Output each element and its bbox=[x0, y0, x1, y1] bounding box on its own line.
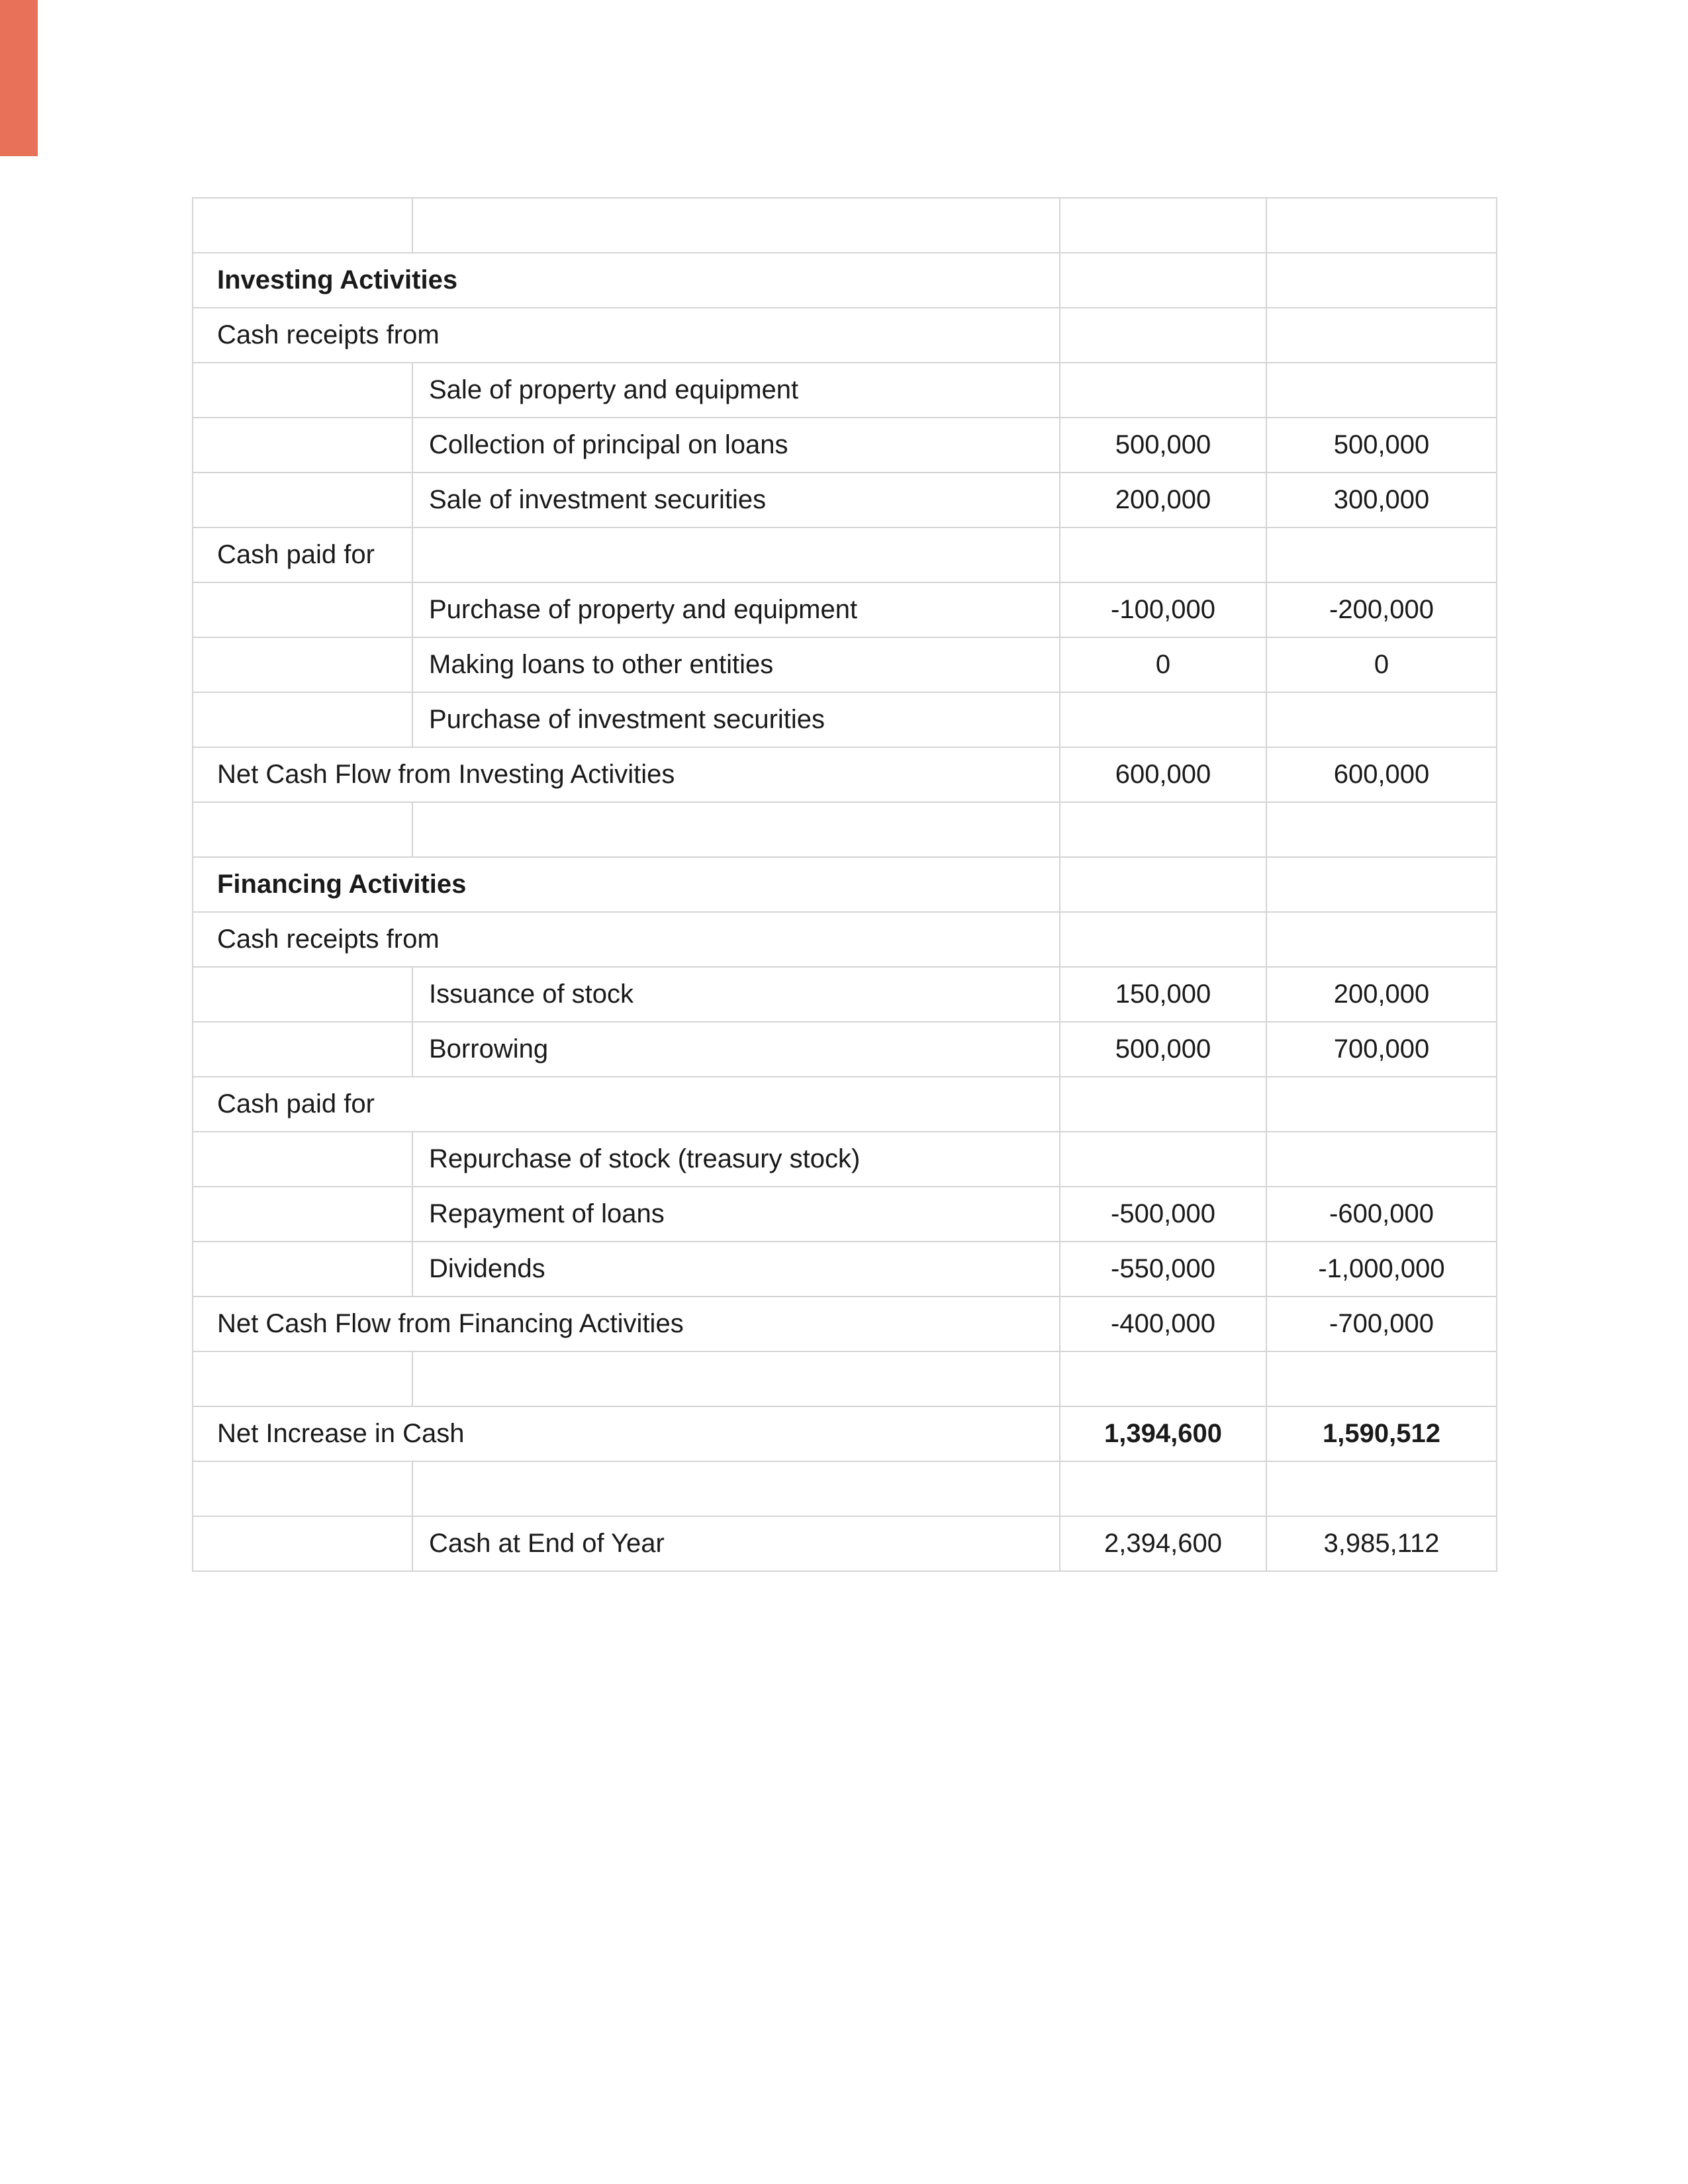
table-row bbox=[193, 1022, 1497, 1077]
value-year-2 bbox=[1266, 1132, 1497, 1187]
empty-cell bbox=[193, 1242, 412, 1297]
empty-cell bbox=[1060, 1351, 1266, 1406]
table-row bbox=[193, 418, 1497, 473]
table-row bbox=[193, 308, 1497, 363]
row-label: Net Increase in Cash bbox=[193, 1406, 1060, 1461]
row-label: Cash paid for bbox=[193, 527, 412, 582]
empty-cell bbox=[193, 198, 412, 253]
table-row bbox=[193, 912, 1497, 967]
empty-cell bbox=[193, 1461, 412, 1516]
table-row bbox=[193, 1187, 1497, 1242]
value-year-2: 0 bbox=[1266, 637, 1497, 692]
row-label: Cash receipts from bbox=[193, 308, 1060, 363]
value-year-1: 200,000 bbox=[1060, 473, 1266, 527]
value-year-2 bbox=[1266, 857, 1497, 912]
table-row bbox=[193, 1351, 1497, 1406]
table-row bbox=[193, 253, 1497, 308]
table-row bbox=[193, 1406, 1497, 1461]
value-year-1: 500,000 bbox=[1060, 1022, 1266, 1077]
empty-cell bbox=[1060, 1461, 1266, 1516]
empty-cell bbox=[193, 1516, 412, 1571]
line-item-label: Repayment of loans bbox=[412, 1187, 1060, 1242]
empty-cell bbox=[1266, 802, 1497, 857]
value-year-1 bbox=[1060, 363, 1266, 418]
empty-cell bbox=[193, 582, 412, 637]
table-row bbox=[193, 1132, 1497, 1187]
value-year-1: 600,000 bbox=[1060, 747, 1266, 802]
row-label: Cash paid for bbox=[193, 1077, 1060, 1132]
line-item-label: Borrowing bbox=[412, 1022, 1060, 1077]
row-label: Net Cash Flow from Financing Activities bbox=[193, 1297, 1060, 1351]
empty-cell bbox=[193, 418, 412, 473]
value-year-1 bbox=[1060, 253, 1266, 308]
table-row bbox=[193, 582, 1497, 637]
table-row bbox=[193, 1297, 1497, 1351]
empty-cell bbox=[1266, 1461, 1497, 1516]
accent-bar bbox=[0, 0, 38, 156]
empty-cell bbox=[193, 1132, 412, 1187]
empty-cell bbox=[193, 1022, 412, 1077]
line-item-label: Dividends bbox=[412, 1242, 1060, 1297]
value-year-1: -100,000 bbox=[1060, 582, 1266, 637]
cash-flow-table bbox=[192, 197, 1497, 1572]
empty-cell bbox=[412, 1351, 1060, 1406]
value-year-1: 2,394,600 bbox=[1060, 1516, 1266, 1571]
value-year-1: 500,000 bbox=[1060, 418, 1266, 473]
value-year-1: 0 bbox=[1060, 637, 1266, 692]
row-label: Cash receipts from bbox=[193, 912, 1060, 967]
empty-cell bbox=[193, 1351, 412, 1406]
table-row bbox=[193, 198, 1497, 253]
table-row bbox=[193, 1461, 1497, 1516]
line-item-label: Collection of principal on loans bbox=[412, 418, 1060, 473]
value-year-2 bbox=[1266, 1077, 1497, 1132]
empty-cell bbox=[412, 198, 1060, 253]
line-item-label: Making loans to other entities bbox=[412, 637, 1060, 692]
value-year-1: 150,000 bbox=[1060, 967, 1266, 1022]
empty-cell bbox=[193, 802, 412, 857]
line-item-label: Repurchase of stock (treasury stock) bbox=[412, 1132, 1060, 1187]
value-year-2 bbox=[1266, 527, 1497, 582]
line-item-label: Sale of investment securities bbox=[412, 473, 1060, 527]
empty-cell bbox=[193, 692, 412, 747]
empty-cell bbox=[412, 527, 1060, 582]
value-year-1 bbox=[1060, 857, 1266, 912]
line-item-label: Cash at End of Year bbox=[412, 1516, 1060, 1571]
table-row bbox=[193, 363, 1497, 418]
value-year-1 bbox=[1060, 912, 1266, 967]
empty-cell bbox=[1266, 1351, 1497, 1406]
value-year-2: 500,000 bbox=[1266, 418, 1497, 473]
table-row bbox=[193, 637, 1497, 692]
value-year-2: 300,000 bbox=[1266, 473, 1497, 527]
value-year-2 bbox=[1266, 253, 1497, 308]
value-year-2 bbox=[1266, 363, 1497, 418]
empty-cell bbox=[193, 473, 412, 527]
table-row bbox=[193, 747, 1497, 802]
value-year-2: -1,000,000 bbox=[1266, 1242, 1497, 1297]
table-row bbox=[193, 473, 1497, 527]
value-year-2 bbox=[1266, 308, 1497, 363]
value-year-1 bbox=[1060, 1132, 1266, 1187]
empty-cell bbox=[193, 363, 412, 418]
value-year-1 bbox=[1060, 527, 1266, 582]
value-year-1: -500,000 bbox=[1060, 1187, 1266, 1242]
section-heading: Investing Activities bbox=[193, 253, 1060, 308]
empty-cell bbox=[412, 802, 1060, 857]
empty-cell bbox=[193, 1187, 412, 1242]
table-row bbox=[193, 1516, 1497, 1571]
value-year-2: 700,000 bbox=[1266, 1022, 1497, 1077]
table-row bbox=[193, 802, 1497, 857]
line-item-label: Issuance of stock bbox=[412, 967, 1060, 1022]
value-year-1 bbox=[1060, 308, 1266, 363]
empty-cell bbox=[193, 637, 412, 692]
value-year-1: -400,000 bbox=[1060, 1297, 1266, 1351]
table-row bbox=[193, 1242, 1497, 1297]
table-row bbox=[193, 967, 1497, 1022]
line-item-label: Purchase of property and equipment bbox=[412, 582, 1060, 637]
section-heading: Financing Activities bbox=[193, 857, 1060, 912]
table-row bbox=[193, 692, 1497, 747]
empty-cell bbox=[1060, 802, 1266, 857]
value-year-2: -700,000 bbox=[1266, 1297, 1497, 1351]
row-label: Net Cash Flow from Investing Activities bbox=[193, 747, 1060, 802]
value-year-2: 1,590,512 bbox=[1266, 1406, 1497, 1461]
value-year-2: -200,000 bbox=[1266, 582, 1497, 637]
empty-cell bbox=[193, 967, 412, 1022]
table-row bbox=[193, 527, 1497, 582]
value-year-2: 600,000 bbox=[1266, 747, 1497, 802]
table-row bbox=[193, 857, 1497, 912]
value-year-2: 200,000 bbox=[1266, 967, 1497, 1022]
line-item-label: Sale of property and equipment bbox=[412, 363, 1060, 418]
empty-cell bbox=[1266, 198, 1497, 253]
value-year-1: 1,394,600 bbox=[1060, 1406, 1266, 1461]
line-item-label: Purchase of investment securities bbox=[412, 692, 1060, 747]
value-year-1 bbox=[1060, 692, 1266, 747]
empty-cell bbox=[412, 1461, 1060, 1516]
empty-cell bbox=[1060, 198, 1266, 253]
table-row bbox=[193, 1077, 1497, 1132]
cash-flow-table-body bbox=[193, 198, 1497, 1571]
value-year-2: 3,985,112 bbox=[1266, 1516, 1497, 1571]
value-year-1 bbox=[1060, 1077, 1266, 1132]
value-year-2: -600,000 bbox=[1266, 1187, 1497, 1242]
value-year-2 bbox=[1266, 692, 1497, 747]
value-year-2 bbox=[1266, 912, 1497, 967]
value-year-1: -550,000 bbox=[1060, 1242, 1266, 1297]
